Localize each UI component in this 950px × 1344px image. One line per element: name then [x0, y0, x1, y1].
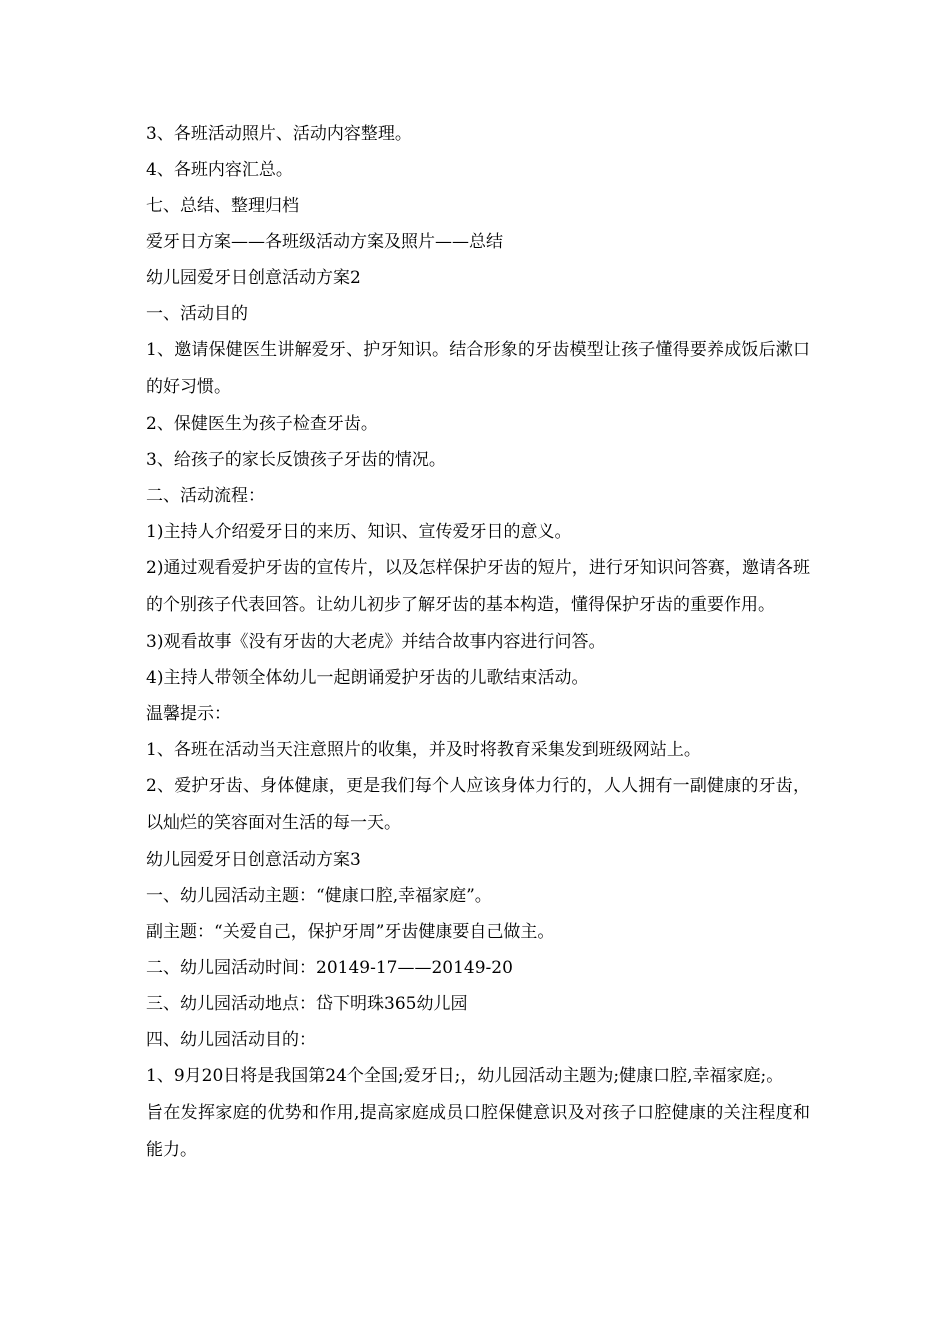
section-heading: 一、幼儿园活动主题：“健康口腔,幸福家庭”。	[146, 886, 492, 906]
plan-title: 幼儿园爱牙日创意活动方案2	[146, 268, 361, 288]
section-heading: 三、幼儿园活动地点：岱下明珠365幼儿园	[146, 994, 468, 1014]
paragraph: 2、爱护牙齿、身体健康，更是我们每个人应该身体力行的，人人拥有一副健康的牙齿，以灿烂的笑容面对生活的每一天。	[146, 776, 810, 833]
section-heading: 七、总结、整理归档	[146, 196, 299, 216]
paragraph: 副主题：“关爱自己，保护牙周”牙齿健康要自己做主。	[146, 922, 555, 942]
paragraph: 3)观看故事《没有牙齿的大老虎》并结合故事内容进行问答。	[146, 632, 606, 652]
paragraph: 2)通过观看爱护牙齿的宣传片，以及怎样保护牙齿的短片，进行牙知识问答赛，邀请各班的个别孩子代表回答。让幼儿初步了解牙齿的基本构造，懂得保护牙齿的重要作用。	[146, 558, 810, 615]
paragraph: 爱牙日方案——各班级活动方案及照片——总结	[146, 232, 503, 252]
paragraph: 3、各班活动照片、活动内容整理。	[146, 124, 412, 144]
document-body	[146, 122, 810, 1175]
section-heading: 四、幼儿园活动目的：	[146, 1030, 316, 1050]
plan-title: 幼儿园爱牙日创意活动方案3	[146, 850, 361, 870]
section-heading: 二、活动流程：	[146, 486, 265, 506]
paragraph: 2、保健医生为孩子检查牙齿。	[146, 414, 378, 434]
paragraph: 1、9月20日将是我国第24个全国;爱牙日;，幼儿园活动主题为;健康口腔,幸福家庭;。	[146, 1066, 784, 1086]
paragraph: 1、邀请保健医生讲解爱牙、护牙知识。结合形象的牙齿模型让孩子懂得要养成饭后漱口的好习惯。	[146, 340, 810, 397]
paragraph: 3、给孩子的家长反馈孩子牙齿的情况。	[146, 450, 446, 470]
paragraph: 4、各班内容汇总。	[146, 160, 293, 180]
paragraph: 4)主持人带领全体幼儿一起朗诵爱护牙齿的儿歌结束活动。	[146, 668, 589, 688]
section-heading: 一、活动目的	[146, 304, 248, 324]
paragraph: 旨在发挥家庭的优势和作用,提高家庭成员口腔保健意识及对孩子口腔健康的关注程度和能力。	[146, 1103, 810, 1160]
section-heading: 二、幼儿园活动时间：20149-17——20149-20	[146, 958, 513, 978]
paragraph: 1、各班在活动当天注意照片的收集，并及时将教育采集发到班级网站上。	[146, 740, 701, 760]
section-heading: 温馨提示：	[146, 704, 231, 724]
paragraph: 1)主持人介绍爱牙日的来历、知识、宣传爱牙日的意义。	[146, 522, 572, 542]
